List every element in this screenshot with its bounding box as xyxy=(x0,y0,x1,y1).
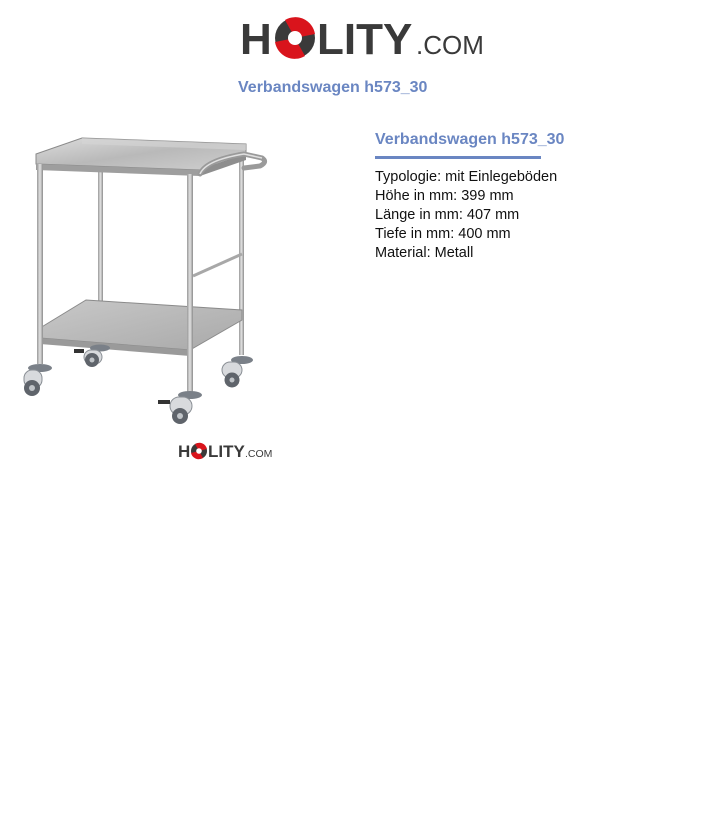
steel-trolley-icon xyxy=(10,130,280,430)
logo-small-word-lity: LITY xyxy=(208,442,245,461)
spec-typologie: Typologie: mit Einlegeböden xyxy=(375,169,558,185)
logo-letter-h: H xyxy=(240,15,272,64)
caster-front-right-icon xyxy=(158,391,202,424)
product-details xyxy=(375,131,695,263)
spec-material: Material: Metall xyxy=(375,245,474,261)
logo-small-letter-h: H xyxy=(178,442,191,461)
caster-front-left-icon xyxy=(24,364,52,396)
logo-o-mark-icon xyxy=(275,17,315,59)
spec-list xyxy=(375,168,695,263)
title-underline xyxy=(375,156,541,159)
logo-word-lity: LITY xyxy=(317,15,413,64)
page-title: Verbandswagen h573_30 xyxy=(238,79,428,96)
logo-small-o-mark-icon xyxy=(191,443,207,459)
product-title: Verbandswagen h573_30 xyxy=(375,131,565,148)
caster-back-left-icon xyxy=(74,345,110,368)
spec-tiefe: Tiefe in mm: 400 mm xyxy=(375,226,511,242)
caster-back-right-icon xyxy=(222,356,253,388)
logo-small-suffix-com: .COM xyxy=(245,448,273,460)
spec-hoehe: Höhe in mm: 399 mm xyxy=(375,188,514,204)
holity-logo[interactable] xyxy=(238,10,488,68)
spec-laenge: Länge in mm: 407 mm xyxy=(375,207,520,223)
holity-logo-small xyxy=(178,439,278,463)
logo-suffix-com: .COM xyxy=(416,30,484,60)
